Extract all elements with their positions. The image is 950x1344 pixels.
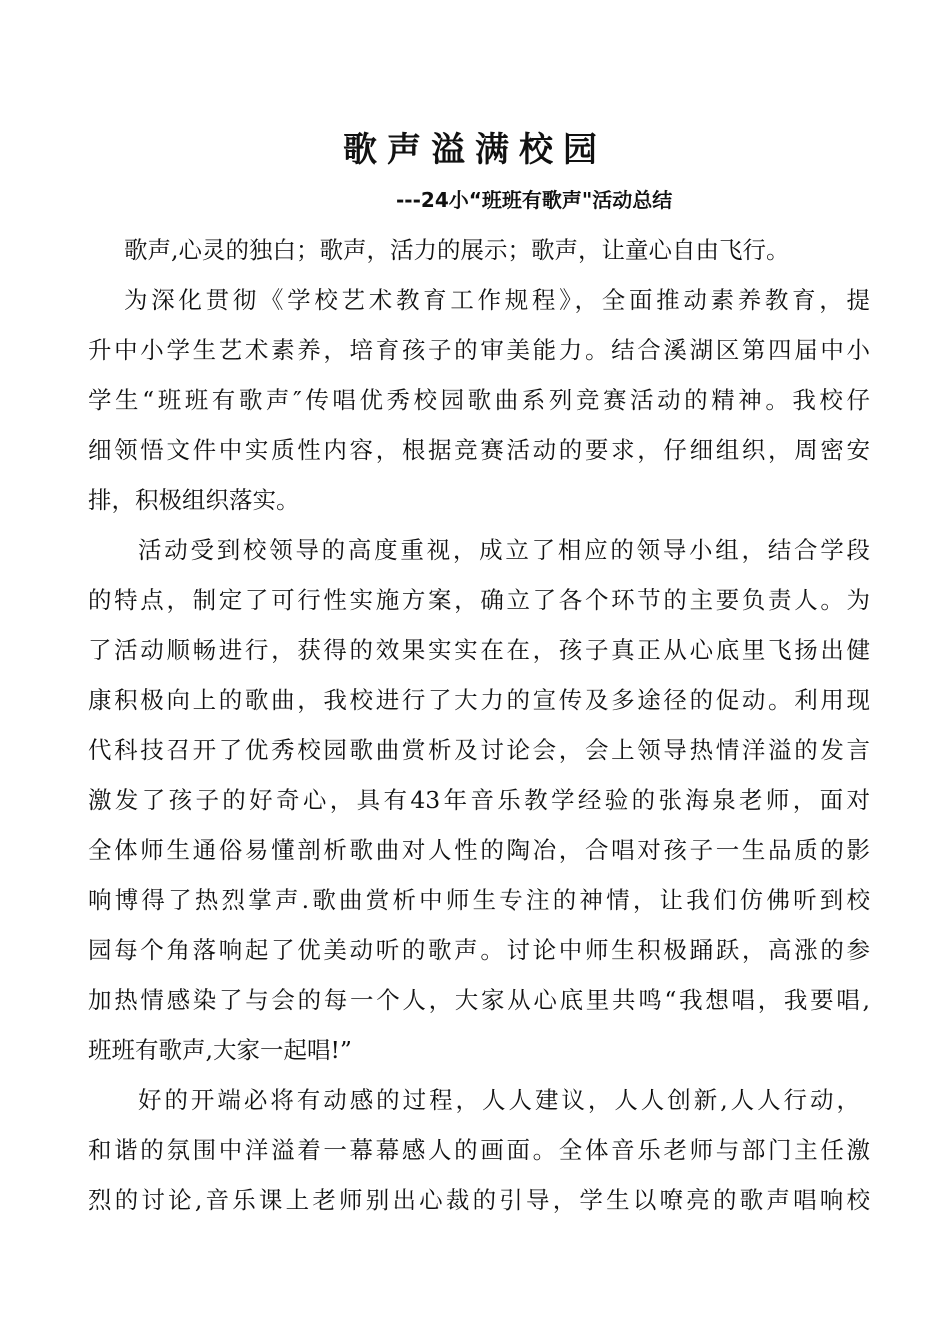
paragraph-line: 响博得了热烈掌声.歌曲赏析中师生专注的神情，让我们仿佛听到校 [88, 886, 870, 914]
paragraph-line: 学生“班班有歌声″传唱优秀校园歌曲系列竞赛活动的精神。我校仔 [88, 386, 870, 414]
document-subtitle: ---24小“班班有歌声"活动总结 [396, 188, 673, 212]
paragraph-line: 的特点，制定了可行性实施方案，确立了各个环节的主要负责人。为 [88, 586, 870, 614]
paragraph-line: 和谐的氛围中洋溢着一幕幕感人的画面。全体音乐老师与部门主任激 [88, 1136, 870, 1164]
paragraph-line: 园每个角落响起了优美动听的歌声。讨论中师生积极踊跃，高涨的参 [88, 936, 870, 964]
paragraph-line: 全体师生通俗易懂剖析歌曲对人性的陶冶，合唱对孩子一生品质的影 [88, 836, 870, 864]
paragraph-line: 升中小学生艺术素养，培育孩子的审美能力。结合溪湖区第四届中小 [88, 336, 870, 364]
paragraph-line: 班班有歌声,大家一起唱!” [88, 1036, 352, 1064]
paragraph-line: 烈的讨论,音乐课上老师别出心裁的引导，学生以嘹亮的歌声唱响校 [88, 1186, 870, 1214]
paragraph-line: 为深化贯彻《学校艺术教育工作规程》，全面推动素养教育，提 [124, 286, 870, 314]
paragraph-line: 激发了孩子的好奇心，具有43年音乐教学经验的张海泉老师，面对 [88, 786, 870, 814]
paragraph-line: 歌声,心灵的独白；歌声，活力的展示；歌声，让童心自由飞行。 [124, 236, 790, 264]
document-title: 歌声溢满校园 [343, 130, 607, 170]
paragraph-line: 好的开端必将有动感的过程，人人建议，人人创新,人人行动， [138, 1086, 860, 1114]
paragraph-line: 代科技召开了优秀校园歌曲赏析及讨论会，会上领导热情洋溢的发言 [88, 736, 870, 764]
paragraph-line: 加热情感染了与会的每一个人，大家从心底里共鸣“我想唱，我要唱, [88, 986, 870, 1014]
paragraph-line: 康积极向上的歌曲，我校进行了大力的宣传及多途径的促动。利用现 [88, 686, 870, 714]
paragraph-line: 细领悟文件中实质性内容，根据竞赛活动的要求，仔细组织，周密安 [88, 436, 870, 464]
paragraph-line: 排，积极组织落实。 [88, 486, 300, 514]
paragraph-line: 了活动顺畅进行，获得的效果实实在在，孩子真正从心底里飞扬出健 [88, 636, 870, 664]
paragraph-line: 活动受到校领导的高度重视，成立了相应的领导小组，结合学段 [138, 536, 870, 564]
